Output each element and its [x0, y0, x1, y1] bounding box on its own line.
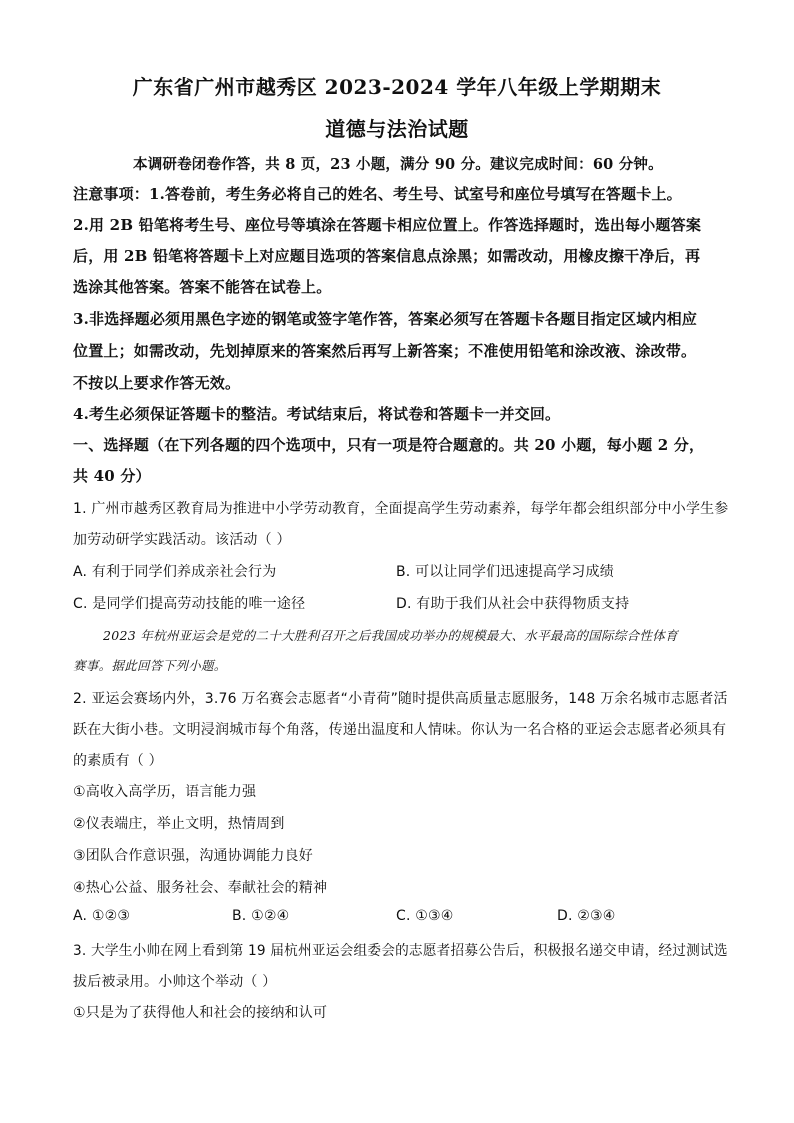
statement-item: ②仪表端庄，举止文明，热情周到	[73, 816, 285, 832]
question-stem: 加劳动研学实践活动。该活动（ ）	[73, 532, 291, 548]
statement-item: ④热心公益、服务社会、奉献社会的精神	[73, 880, 328, 896]
notes-line: 2.用 2B 铅笔将考生号、座位号等填涂在答题卡相应位置上。作答选择题时，选出每小题答案	[73, 216, 702, 234]
notes-line: 后，用 2B 铅笔将答题卡上对应题目选项的答案信息点涂黑；如需改动，用橡皮擦干净后，再	[73, 247, 701, 265]
notes-line: 不按以上要求作答无效。	[73, 374, 241, 392]
option-a: A. 有利于同学们养成亲社会行为	[73, 564, 277, 580]
exam-intro: 本调研卷闭卷作答，共 8 页，23 小题，满分 90 分。建议完成时间：60 分钟。	[133, 156, 663, 173]
material-text: 赛事。据此回答下列小题。	[73, 658, 227, 673]
notes-line: 位置上；如需改动，先划掉原来的答案然后再写上新答案；不准使用铅笔和涂改液、涂改带。	[73, 342, 697, 360]
statement-item: ③团队合作意识强，沟通协调能力良好	[73, 848, 313, 864]
section-heading: 一、选择题（在下列各题的四个选项中，只有一项是符合题意的。共 20 小题，每小题 2 分，	[73, 436, 705, 454]
option-a: A. ①②③	[73, 908, 131, 924]
question-stem: 拔后被录用。小帅这个举动（ ）	[73, 974, 277, 990]
question-stem: 1. 广州市越秀区教育局为推进中小学劳动教育，全面提高学生劳动素养，每学年都会组织部分中小学生参	[73, 501, 729, 517]
notes-line: 选涂其他答案。答案不能答在试卷上。	[73, 278, 332, 296]
notes-line: 4.考生必须保证答题卡的整洁。考试结束后，将试卷和答题卡一并交回。	[73, 405, 561, 423]
exam-title: 广东省广州市越秀区 2023-2024 学年八年级上学期期末	[132, 75, 662, 99]
option-d: D. ②③④	[557, 908, 616, 924]
question-stem: 的素质有（ ）	[73, 753, 163, 769]
notes-line: 注意事项：1.答卷前，考生务必将自己的姓名、考生号、试室号和座位号填写在答题卡上。	[73, 185, 682, 203]
notes-line: 3.非选择题必须用黑色字迹的钢笔或签字笔作答，答案必须写在答题卡各题目指定区域内相应	[73, 310, 698, 328]
statement-item: ①高收入高学历，语言能力强	[73, 784, 257, 800]
question-stem: 跃在大街小巷。文明浸润城市每个角落，传递出温度和人情味。你认为一名合格的亚运会志愿者必须具有	[73, 722, 727, 738]
option-c: C. 是同学们提高劳动技能的唯一途径	[73, 596, 306, 612]
option-c: C. ①③④	[396, 908, 454, 924]
question-stem: 2. 亚运会赛场内外，3.76 万名赛会志愿者“小青荷”随时提供高质量志愿服务，148 万余名城市志愿者活	[73, 691, 728, 707]
section-heading: 共 40 分）	[73, 467, 151, 485]
statement-item: ①只是为了获得他人和社会的接纳和认可	[73, 1005, 328, 1021]
material-text: 2023 年杭州亚运会是党的二十大胜利召开之后我国成功举办的规模最大、水平最高的国际综合性体育	[103, 628, 678, 643]
option-d: D. 有助于我们从社会中获得物质支持	[396, 596, 630, 612]
option-b: B. ①②④	[232, 908, 290, 924]
question-stem: 3. 大学生小帅在网上看到第 19 届杭州亚运会组委会的志愿者招募公告后，积极报名递交申请，经过测试选	[73, 943, 728, 959]
exam-subtitle: 道德与法治试题	[325, 117, 469, 141]
option-b: B. 可以让同学们迅速提高学习成绩	[396, 564, 614, 580]
